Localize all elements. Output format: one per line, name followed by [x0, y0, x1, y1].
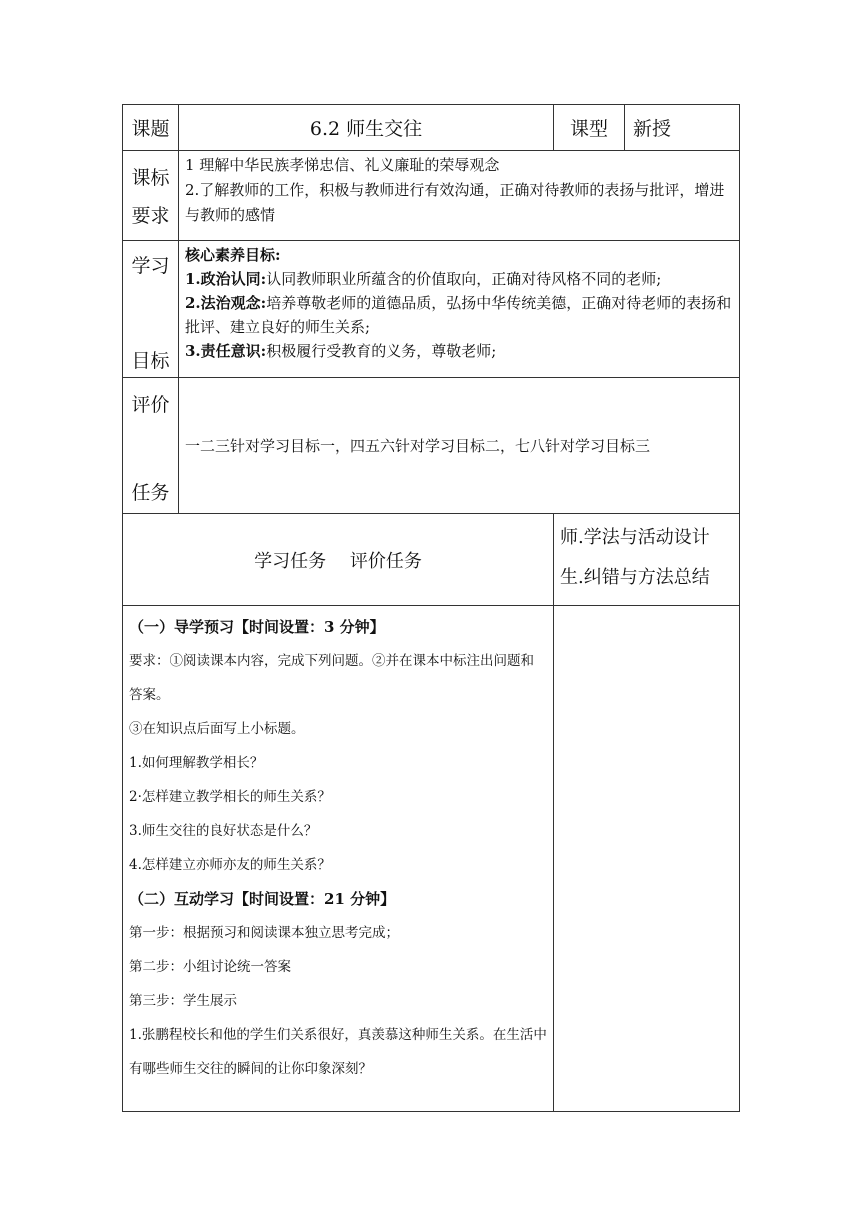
- goal-text-2: 培养尊敬老师的道德品质，弘扬中华传统美德，正确对待老师的表扬和批评、建立良好的师生关系;: [185, 294, 732, 336]
- goal-item-1: [185, 267, 733, 291]
- goals-label-bottom: 目标: [131, 350, 170, 372]
- goals-row: [123, 241, 740, 378]
- standards-row: [123, 151, 740, 241]
- goals-content: [179, 241, 740, 378]
- goal-text-1: 认同教师职业所蕴含的价值取向，正确对待风格不同的老师;: [266, 270, 662, 288]
- goals-heading: 核心素养目标:: [185, 246, 281, 264]
- interact-title: （二）互动学习【时间设置：21 分钟】: [129, 890, 396, 908]
- section-head-row: [123, 514, 740, 606]
- goals-label-top: 学习: [131, 255, 170, 277]
- standards-label-bottom: 要求: [131, 205, 170, 228]
- preview-requirement-2: ③在知识点后面写上小标题。: [129, 721, 305, 737]
- section-head-student: 生.纠错与方法总结: [560, 567, 710, 588]
- section-head-teacher: 师.学法与活动设计: [560, 527, 710, 548]
- question-3: 3.师生交往的良好状态是什么？: [129, 823, 318, 839]
- evaluation-content: 一二三针对学习目标一，四五六针对学习目标二，七八针对学习目标三: [179, 378, 740, 514]
- evaluation-label-cell: [123, 378, 179, 514]
- goal-item-2: [185, 291, 733, 339]
- section-head-left: 学习任务 评价任务: [123, 514, 554, 606]
- standards-line-2: 2.了解教师的工作，积极与教师进行有效沟通，正确对待教师的表扬与批评，增进与教师的感情: [185, 181, 725, 224]
- preview-title: （一）导学预习【时间设置：3 分钟】: [129, 618, 385, 636]
- section-head-right: [554, 514, 740, 606]
- topic-row: [123, 105, 740, 151]
- topic-label: 课题: [123, 105, 179, 151]
- standards-label-cell: [123, 151, 179, 241]
- standards-line-1: 1 理解中华民族孝悌忠信、礼义廉耻的荣辱观念: [185, 156, 500, 174]
- evaluation-label-top: 评价: [131, 394, 170, 416]
- type-value: 新授: [625, 105, 740, 151]
- goal-title-2: 2.法治观念:: [185, 294, 267, 312]
- type-label: 课型: [554, 105, 625, 151]
- preview-requirement-1: 要求：①阅读课本内容，完成下列问题。②并在课本中标注出问题和答案。: [129, 653, 534, 703]
- body-row: [123, 606, 740, 1112]
- topic-value: 6.2 师生交往: [179, 105, 554, 151]
- standards-label-top: 课标: [131, 166, 170, 189]
- goal-item-3: [185, 339, 733, 363]
- goal-title-1: 1.政治认同:: [185, 270, 267, 288]
- step-1: 第一步：根据预习和阅读课本独立思考完成；: [129, 925, 399, 941]
- evaluation-label-bottom: 任务: [131, 482, 170, 504]
- task-1: 1.张鹏程校长和他的学生们关系很好，真羡慕这种师生关系。在生活中有哪些师生交往的瞬间的让你印象深刻？: [129, 1027, 547, 1077]
- question-1: 1.如何理解教学相长？: [129, 755, 264, 771]
- goal-title-3: 3.责任意识:: [185, 342, 267, 360]
- step-3: 第三步：学生展示: [129, 993, 237, 1009]
- question-4: 4.怎样建立亦师亦友的师生关系？: [129, 857, 331, 873]
- body-content: [123, 606, 554, 1112]
- lesson-plan-table: [122, 104, 740, 1112]
- standards-content: [179, 151, 740, 241]
- step-2: 第二步：小组讨论统一答案: [129, 959, 291, 975]
- question-2: 2·怎样建立教学相长的师生关系？: [129, 789, 331, 805]
- goals-label-cell: [123, 241, 179, 378]
- goal-text-3: 积极履行受教育的义务，尊敬老师;: [266, 342, 497, 360]
- body-notes-cell: [554, 606, 740, 1112]
- evaluation-row: [123, 378, 740, 514]
